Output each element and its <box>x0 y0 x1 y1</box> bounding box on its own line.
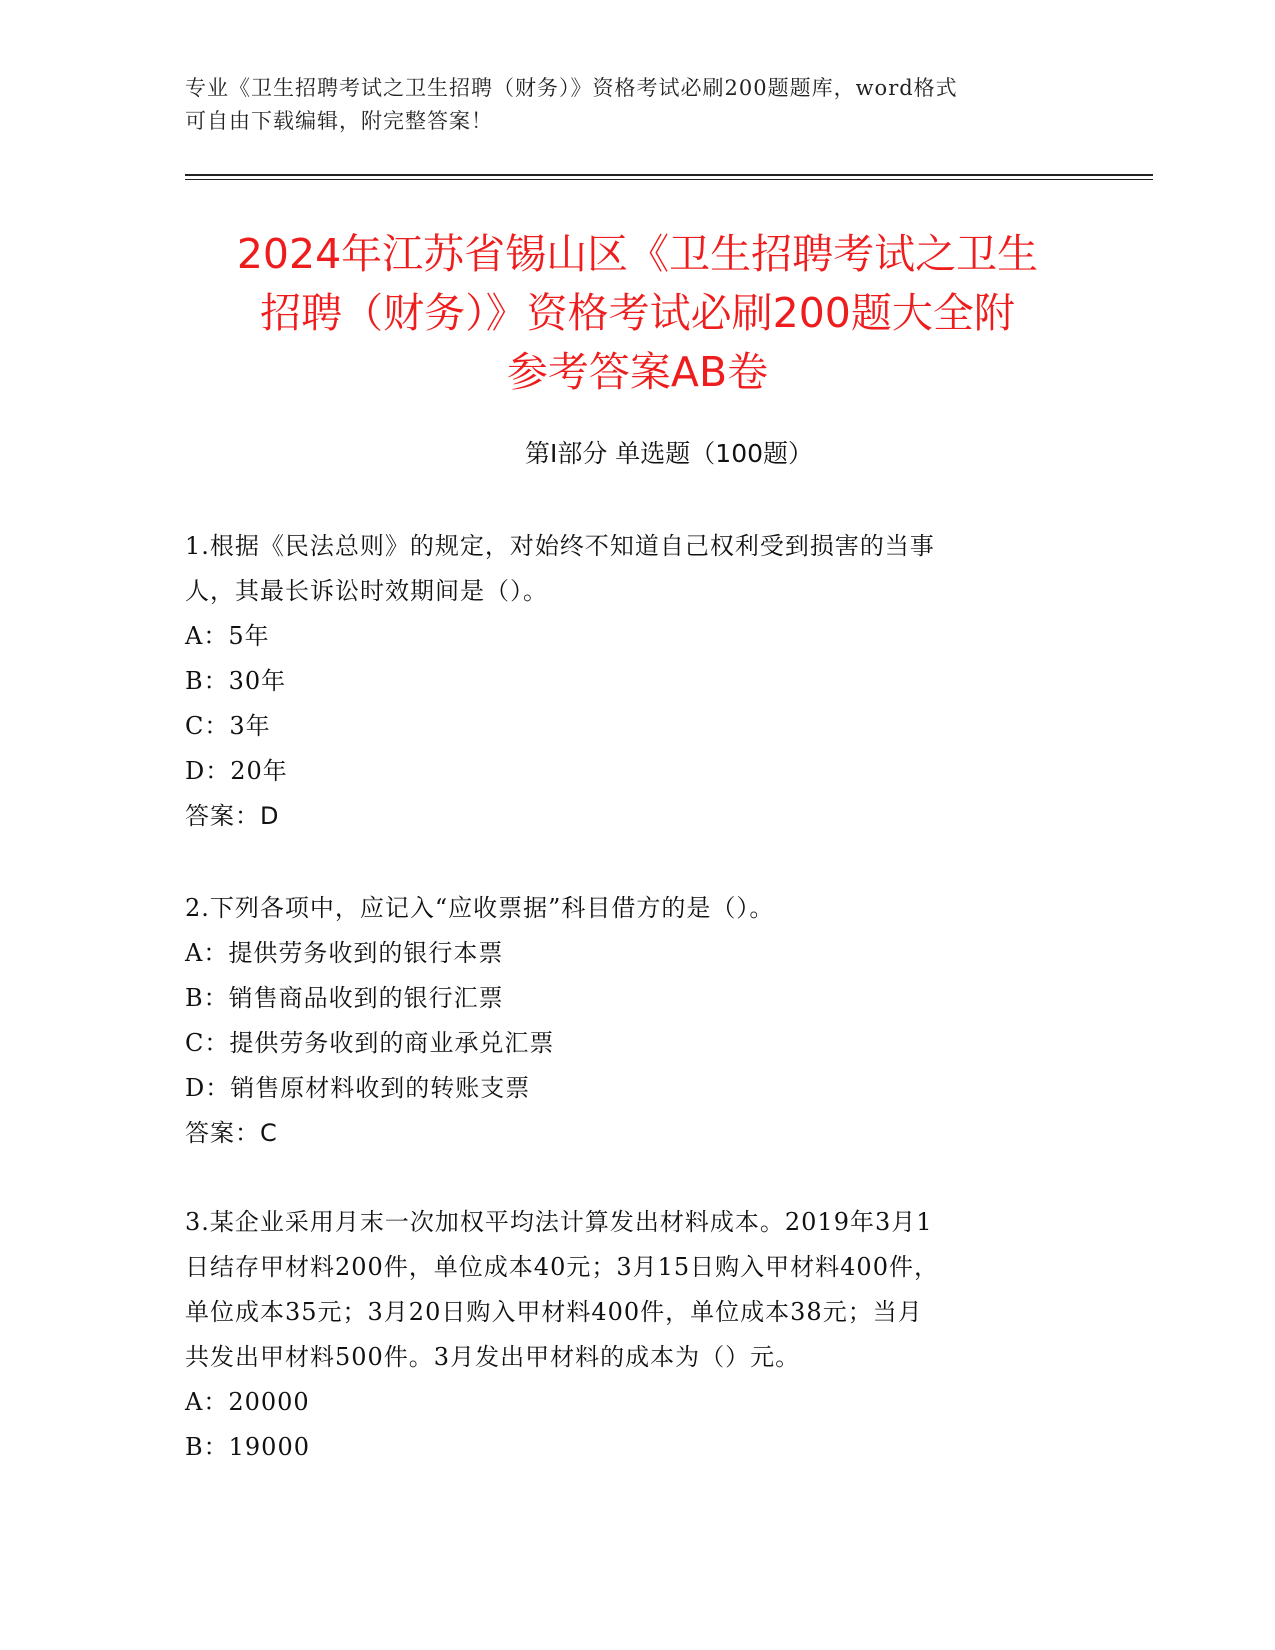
section-heading: 第Ⅰ部分 单选题（100题） <box>524 439 814 468</box>
option-b: B：19000 <box>185 1433 310 1461</box>
option-d: D：销售原材料收到的转账支票 <box>185 1074 531 1102</box>
header-divider-thick <box>185 174 1153 176</box>
question-stem-line: 1.根据《民法总则》的规定，对始终不知道自己权利受到损害的当事 <box>185 532 935 560</box>
option-a: A：5年 <box>185 622 270 650</box>
option-a: A：提供劳务收到的银行本票 <box>185 939 504 967</box>
question-2 <box>185 886 1065 1156</box>
question-stem-line: 3.某企业采用月末一次加权平均法计算发出材料成本。2019年3月1 <box>185 1208 933 1236</box>
option-b: B：销售商品收到的银行汇票 <box>185 984 504 1012</box>
question-stem-line: 单位成本35元；3月20日购入甲材料400件，单位成本38元；当月 <box>185 1298 923 1326</box>
question-stem-line: 2.下列各项中，应记入“应收票据”科目借方的是（）。 <box>185 894 775 922</box>
option-c: C：提供劳务收到的商业承兑汇票 <box>185 1029 555 1057</box>
document-title <box>160 225 1115 402</box>
header-divider-thin <box>185 179 1153 180</box>
header-note <box>185 72 1065 138</box>
option-a: A：20000 <box>185 1388 310 1416</box>
question-stem-line: 人，其最长诉讼时效期间是（）。 <box>185 577 548 605</box>
answer-text: 答案：C <box>185 1119 278 1147</box>
document-title-line2: 招聘（财务）》资格考试必刷200题大全附 <box>260 289 1015 337</box>
option-b: B：30年 <box>185 667 287 695</box>
option-d: D：20年 <box>185 757 288 785</box>
document-title-line1: 2024年江苏省锡山区《卫生招聘考试之卫生 <box>236 230 1039 278</box>
option-c: C：3年 <box>185 712 271 740</box>
question-3 <box>185 1200 1065 1470</box>
answer-text: 答案：D <box>185 802 280 830</box>
question-stem-line: 共发出甲材料500件。3月发出甲材料的成本为（）元。 <box>185 1343 801 1371</box>
document-title-line3: 参考答案AB卷 <box>506 348 769 396</box>
question-1 <box>185 524 1065 839</box>
header-note-line1: 专业《卫生招聘考试之卫生招聘（财务）》资格考试必刷200题题库，word格式 <box>185 76 958 100</box>
header-note-line2: 可自由下载编辑，附完整答案！ <box>185 109 493 133</box>
question-stem-line: 日结存甲材料200件，单位成本40元；3月15日购入甲材料400件， <box>185 1253 939 1281</box>
